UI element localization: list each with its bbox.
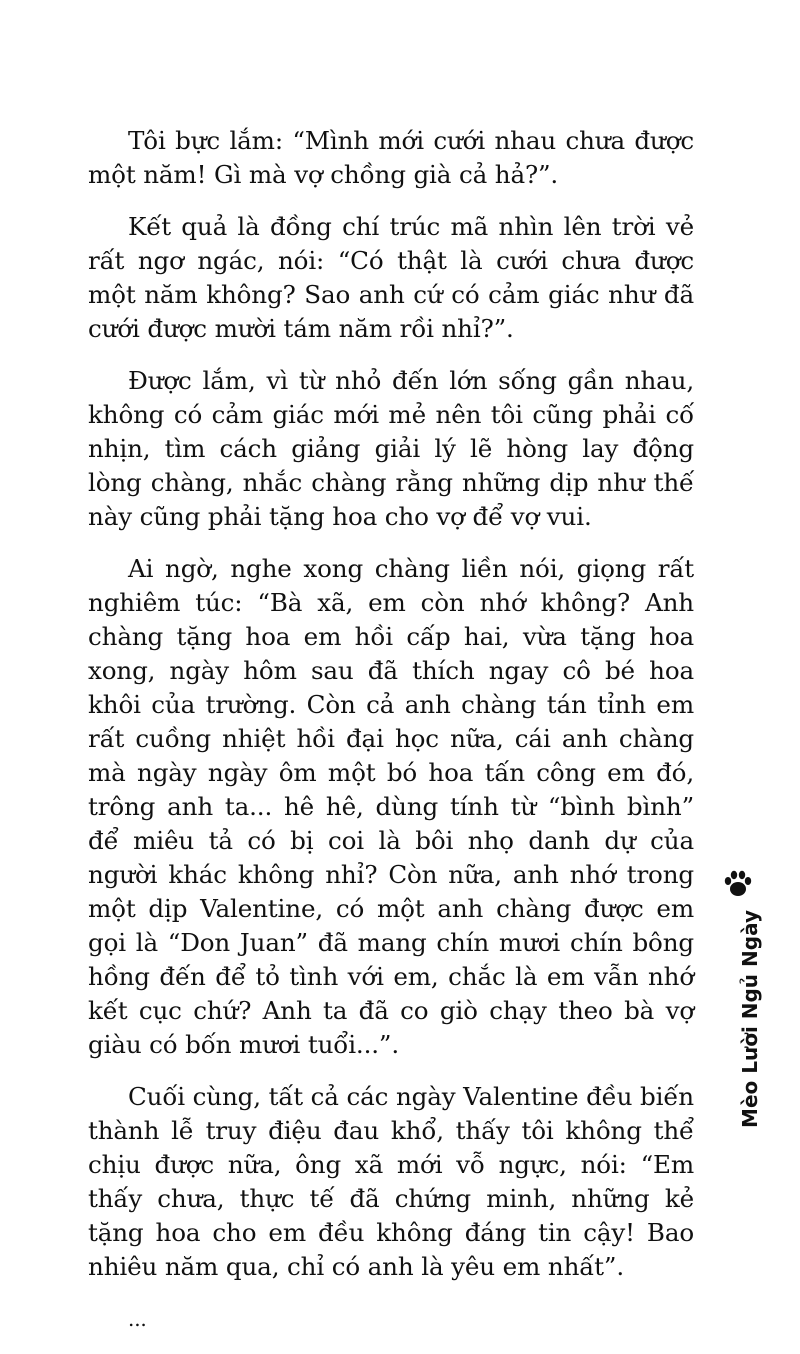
paragraph-3: Được lắm, vì từ nhỏ đến lớn sống gần nhau, không có cảm giác mới mẻ nên tôi cũng phải cố nhịn, tìm cách giảng giải lý lẽ hòng lay động lòng chàng, nhắc chàng rằng những dịp như thế này cũng phải tặng hoa cho vợ để vợ vui. [88, 366, 694, 531]
paragraph-4: Ai ngờ, nghe xong chàng liền nói, giọng rất nghiêm túc: “Bà xã, em còn nhớ không? Anh chàng tặng hoa em hồi cấp hai, vừa tặng hoa xong, ngày hôm sau đã thích ngay cô bé hoa khôi của trường. Còn cả anh chàng tán tỉnh em rất cuồng nhiệt hồi đại học nữa, cái anh chàng mà ngày ngày ôm một bó hoa tấn công em đó, trông anh ta... hê hê, dùng tính từ “bình bình” để miêu tả có bị coi là bôi nhọ danh dự của người khác không nhỉ? Còn nữa, anh nhớ trong một dịp Valentine, có một anh chàng được em gọi là “Don Juan” đã mang chín mươi chín bông hồng đến để tỏ tình với em, chắc là em vẫn nhớ kết cục chứ? Anh ta đã co giò chạy theo bà vợ giàu có bốn mươi tuổi...”. [88, 554, 694, 1059]
side-tab [712, 862, 764, 1128]
side-title: Mèo Lười Ngủ Ngày [738, 910, 762, 1128]
body-text [88, 124, 694, 1354]
paragraph-2: Kết quả là đồng chí trúc mã nhìn lên trời vẻ rất ngơ ngác, nói: “Có thật là cưới chưa được một năm không? Sao anh cứ có cảm giác như đã cưới được mười tám năm rồi nhỉ?”. [88, 212, 694, 343]
ellipsis: ... [128, 1307, 147, 1331]
paragraph-1: Tôi bực lắm: “Mình mới cưới nhau chưa được một năm! Gì mà vợ chồng già cả hả?”. [88, 126, 694, 189]
paragraph-5: Cuối cùng, tất cả các ngày Valentine đều biến thành lễ truy điệu đau khổ, thấy tôi không thể chịu được nữa, ông xã mới vỗ ngực, nói: “Em thấy chưa, thực tế đã chứng minh, những kẻ tặng hoa cho em đều không đáng tin cậy! Bao nhiêu năm qua, chỉ có anh là yêu em nhất”. [88, 1082, 694, 1281]
paw-icon [722, 868, 754, 900]
